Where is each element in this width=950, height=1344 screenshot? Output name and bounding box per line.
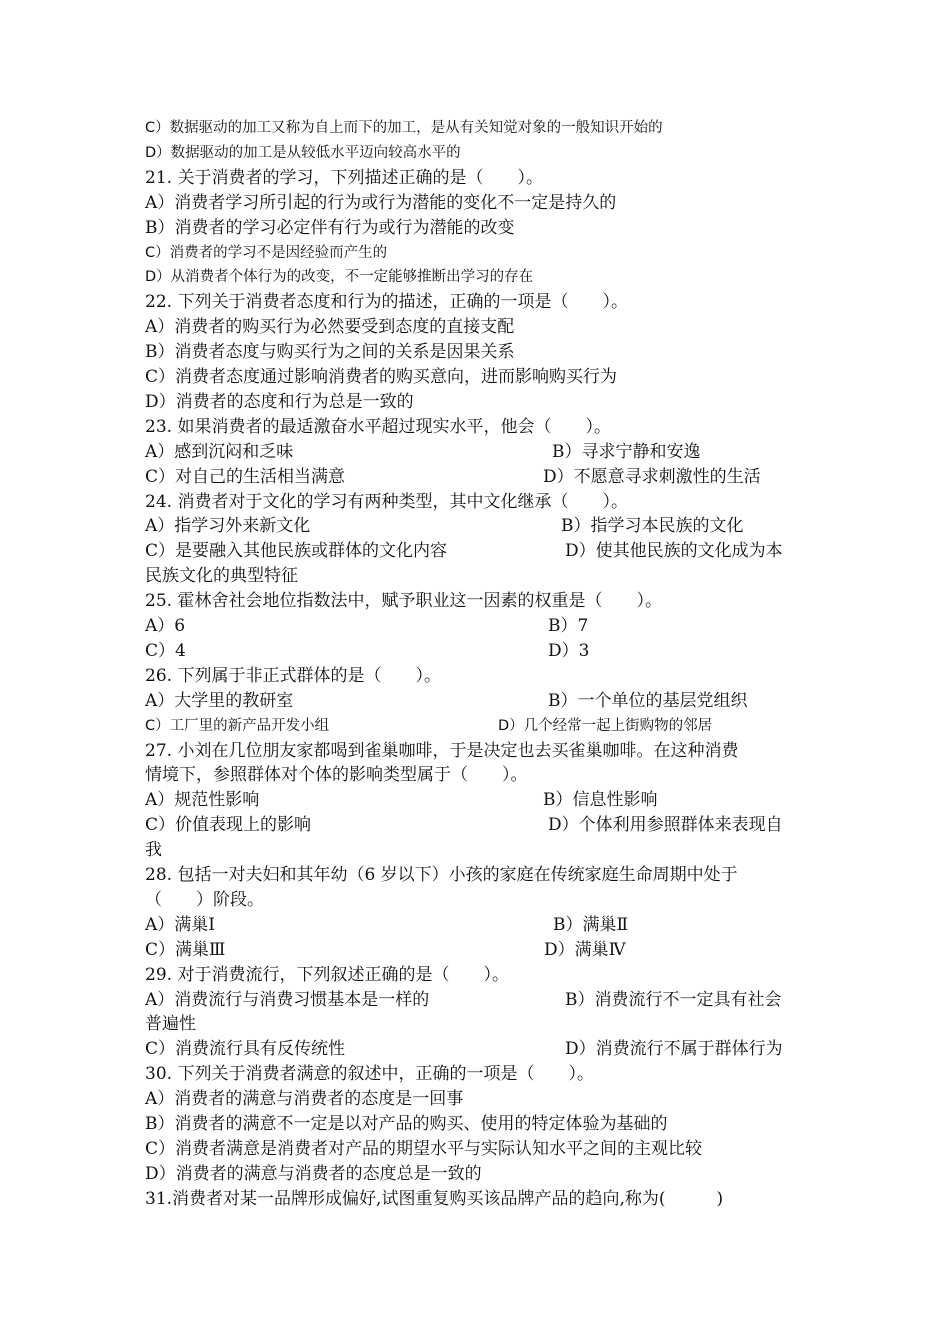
text-line: C）满巢Ⅲ (145, 940, 226, 960)
text-line: 24. 消费者对于文化的学习有两种类型，其中文化继承（ ）。 (145, 492, 628, 512)
text-line-option: D）满巢Ⅳ (544, 940, 626, 960)
text-line: A）6 (145, 616, 186, 636)
text-line-option: B）信息性影响 (543, 790, 658, 810)
text-line: 我 (145, 840, 162, 860)
text-line: 普遍性 (145, 1014, 196, 1034)
text-line: A）感到沉闷和乏味 (145, 442, 294, 462)
text-line: D）从消费者个体行为的改变，不一定能够推断出学习的存在 (145, 269, 534, 285)
text-line: B）消费者态度与购买行为之间的关系是因果关系 (145, 342, 515, 362)
text-line: A）消费者的满意与消费者的态度是一回事 (145, 1089, 464, 1109)
text-line: 31.消费者对某一品牌形成偏好,试图重复购买该品牌产品的趋向,称为( ) (145, 1189, 724, 1209)
text-line-option: B）满巢Ⅱ (553, 915, 629, 935)
text-line: 23. 如果消费者的最适激奋水平超过现实水平，他会（ ）。 (145, 417, 611, 437)
text-line: C）消费者的学习不是因经验而产生的 (145, 245, 388, 261)
text-line: 30. 下列关于消费者满意的叙述中，正确的一项是（ ）。 (145, 1064, 594, 1084)
text-line: D）消费者的满意与消费者的态度总是一致的 (145, 1164, 482, 1184)
text-line: C）对自己的生活相当满意 (145, 467, 346, 487)
text-line-option: B）一个单位的基层党组织 (548, 691, 748, 711)
text-line: A）满巢Ⅰ (145, 915, 215, 935)
text-line: 民族文化的典型特征 (145, 566, 298, 586)
text-line-option: D）几个经常一起上街购物的邻居 (498, 718, 713, 734)
text-line: A）消费者的购买行为必然要受到态度的直接支配 (145, 317, 515, 337)
text-line-option: D）消费流行不属于群体行为 (565, 1039, 783, 1059)
text-line: C）数据驱动的加工又称为自上而下的加工，是从有关知觉对象的一般知识开始的 (145, 120, 663, 136)
text-line-option: D）3 (548, 641, 590, 661)
text-line: C）是要融入其他民族或群体的文化内容 (145, 541, 448, 561)
text-line: 29. 对于消费流行，下列叙述正确的是（ ）。 (145, 965, 509, 985)
text-line: C）工厂里的新产品开发小组 (145, 718, 330, 734)
text-line: A）消费流行与消费习惯基本是一样的 (145, 990, 430, 1010)
text-line-option: B）寻求宁静和安逸 (552, 442, 701, 462)
text-line: （ ）阶段。 (145, 890, 264, 910)
text-line: 21. 关于消费者的学习，下列描述正确的是（ ）。 (145, 168, 543, 188)
text-line: A）大学里的教研室 (145, 691, 294, 711)
text-line: 情境下，参照群体对个体的影响类型属于（ ）。 (145, 765, 528, 785)
text-line: A）规范性影响 (145, 790, 260, 810)
text-line: D）数据驱动的加工是从较低水平迈向较高水平的 (145, 145, 461, 161)
text-line: A）消费者学习所引起的行为或行为潜能的变化不一定是持久的 (145, 193, 617, 213)
text-line: C）消费者态度通过影响消费者的购买意向，进而影响购买行为 (145, 367, 618, 387)
text-line: B）消费者的满意不一定是以对产品的购买、使用的特定体验为基础的 (145, 1114, 668, 1134)
text-line: 25. 霍林舍社会地位指数法中，赋予职业这一因素的权重是（ ）。 (145, 591, 662, 611)
text-line-option: D）使其他民族的文化成为本 (565, 541, 783, 561)
text-line: C）消费流行具有反传统性 (145, 1039, 346, 1059)
text-line-option: D）不愿意寻求刺激性的生活 (543, 467, 761, 487)
text-line: C）4 (145, 641, 186, 661)
text-line: A）指学习外来新文化 (145, 516, 311, 536)
text-line: D）消费者的态度和行为总是一致的 (145, 392, 414, 412)
text-line: C）价值表现上的影响 (145, 815, 312, 835)
text-line: 26. 下列属于非正式群体的是（ ）。 (145, 666, 441, 686)
text-line: 27. 小刘在几位朋友家都喝到雀巢咖啡，于是决定也去买雀巢咖啡。在这种消费 (145, 741, 739, 761)
text-line: C）消费者满意是消费者对产品的期望水平与实际认知水平之间的主观比较 (145, 1139, 703, 1159)
text-line: 22. 下列关于消费者态度和行为的描述，正确的一项是（ ）。 (145, 292, 628, 312)
text-line-option: B）指学习本民族的文化 (561, 516, 744, 536)
text-line: B）消费者的学习必定伴有行为或行为潜能的改变 (145, 218, 515, 238)
text-line: 28. 包括一对夫妇和其年幼（6 岁以下）小孩的家庭在传统家庭生命周期中处于 (145, 865, 738, 885)
text-line-option: B）7 (548, 616, 589, 636)
text-line-option: B）消费流行不一定具有社会 (565, 990, 782, 1010)
text-line-option: D）个体利用参照群体来表现自 (548, 815, 783, 835)
